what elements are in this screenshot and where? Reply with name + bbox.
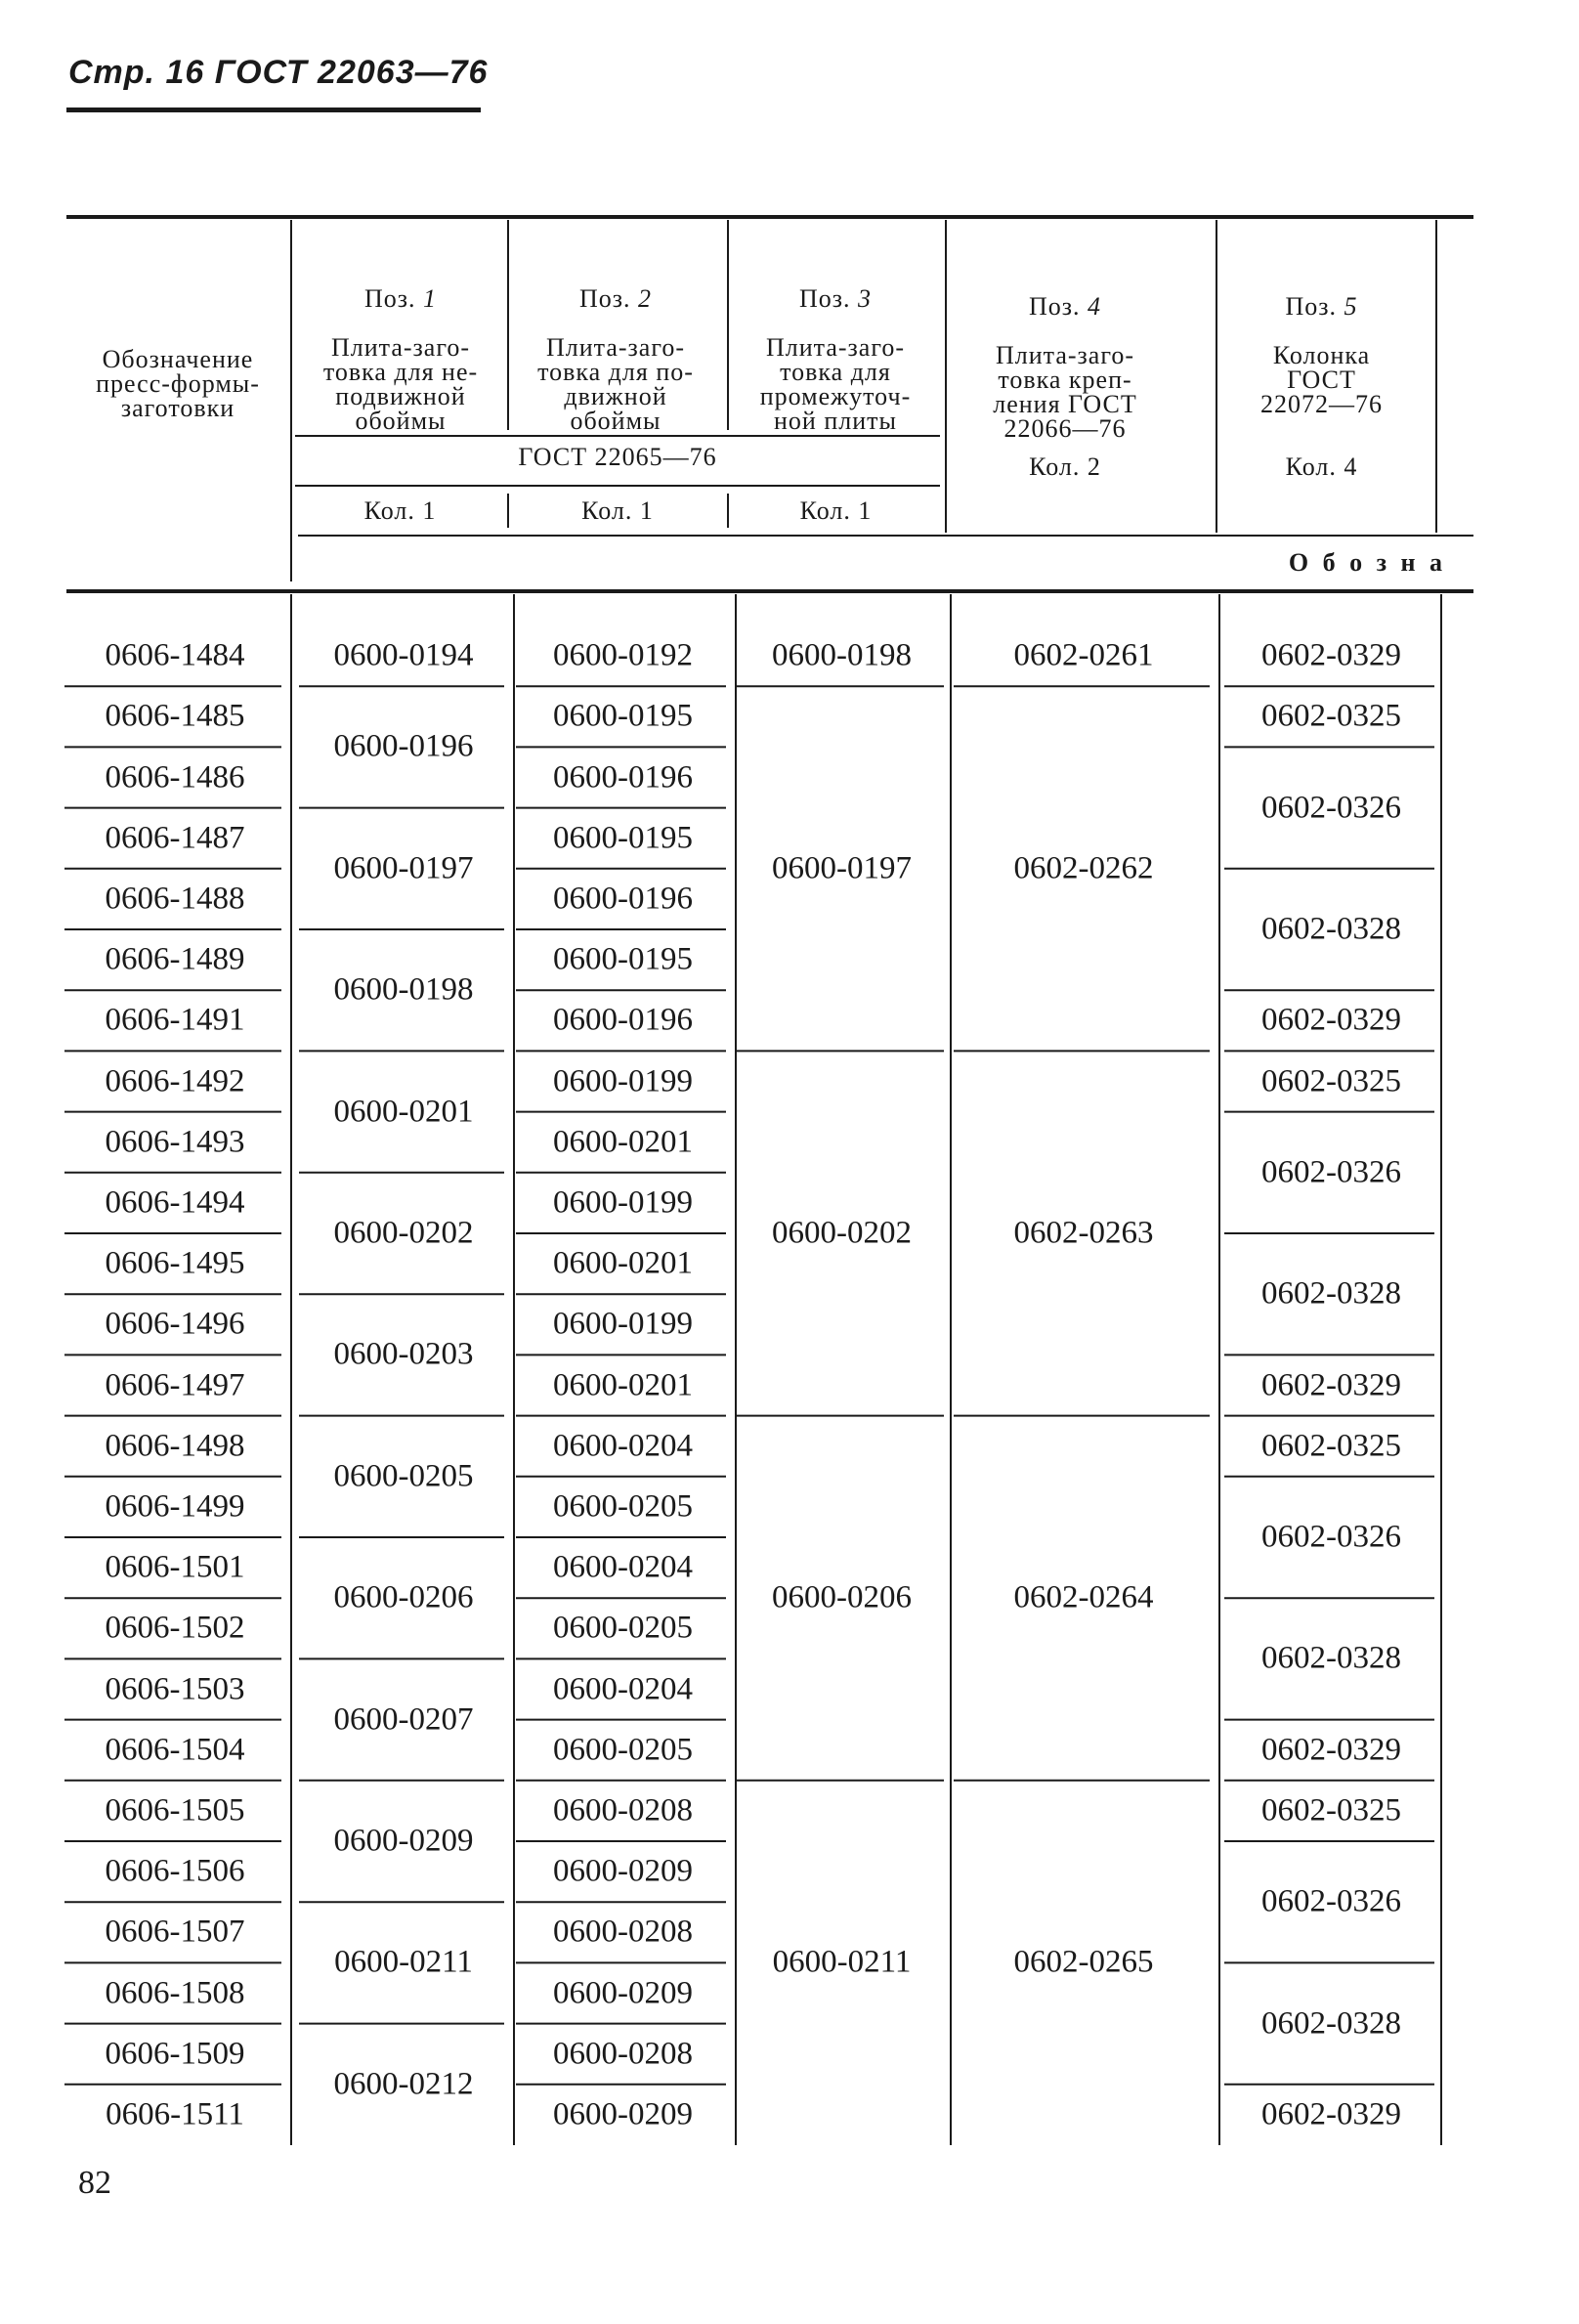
designation-cell: 0606-1493 xyxy=(105,1124,245,1160)
pos2-cell: 0600-0204 xyxy=(553,1671,693,1706)
pos2-cell: 0600-0205 xyxy=(553,1488,693,1525)
pos1-cell: 0600-0205 xyxy=(333,1458,474,1494)
pos2-cell: 0600-0209 xyxy=(553,1853,693,1889)
pos2-cell: 0600-0199 xyxy=(553,1063,693,1098)
pos5-cell: 0602-0326 xyxy=(1261,1519,1401,1555)
pos5-cell: 0602-0326 xyxy=(1261,1883,1401,1919)
page-header: Стр. 16 ГОСТ 22063—76 xyxy=(68,54,489,91)
pos2-cell: 0600-0205 xyxy=(553,1732,693,1768)
pos5-cell: 0602-0329 xyxy=(1261,637,1401,673)
designation-cell: 0606-1489 xyxy=(105,941,245,977)
pos1-cell: 0600-0202 xyxy=(333,1215,474,1251)
designation-cell: 0606-1495 xyxy=(105,1245,245,1281)
pos5-cell: 0602-0329 xyxy=(1261,1002,1401,1038)
pos2-num: 2 xyxy=(638,284,653,313)
pos5-poz: Поз. xyxy=(1285,292,1338,321)
pos2-cell: 0600-0195 xyxy=(553,941,693,977)
pos2-cell: 0600-0204 xyxy=(553,1549,693,1585)
pos5-cell: 0602-0328 xyxy=(1261,1640,1401,1676)
pos3-label: Плита-заго- товка для промежуточ- ной плиты xyxy=(759,333,912,435)
pos1-cell: 0600-0196 xyxy=(333,728,474,764)
gost-span-header: ГОСТ 22065—76 xyxy=(518,443,717,471)
pos3-cell: 0600-0202 xyxy=(772,1215,912,1251)
pos2-cell: 0600-0208 xyxy=(553,1792,693,1829)
col-header-pos2 xyxy=(508,262,723,457)
pos2-cell: 0600-0196 xyxy=(553,881,693,917)
pos5-kol: Кол. 4 xyxy=(1285,452,1358,481)
oboznachenie-partial: О б о з н а xyxy=(1288,548,1446,577)
pos5-cell: 0602-0325 xyxy=(1261,1428,1401,1464)
col-header-designation: Обозначение пресс-формы- заготовки xyxy=(96,345,260,422)
pos5-cell: 0602-0325 xyxy=(1261,698,1401,734)
pos5-cell: 0602-0328 xyxy=(1261,1275,1401,1312)
pos3-cell: 0600-0198 xyxy=(772,637,912,673)
pos1-cell: 0600-0212 xyxy=(333,2066,474,2102)
pos2-cell: 0600-0195 xyxy=(553,820,693,856)
designation-cell: 0606-1496 xyxy=(105,1306,245,1342)
designation-cell: 0606-1503 xyxy=(105,1671,245,1706)
pos2-cell: 0600-0192 xyxy=(553,637,693,673)
pos2-cell: 0600-0209 xyxy=(553,2096,693,2132)
pos2-cell: 0600-0196 xyxy=(553,759,693,795)
page-number: 82 xyxy=(78,2165,111,2201)
designation-cell: 0606-1484 xyxy=(105,637,245,673)
pos2-cell: 0600-0201 xyxy=(553,1367,693,1402)
pos5-cell: 0602-0325 xyxy=(1261,1063,1401,1098)
pos1-num: 1 xyxy=(423,284,438,313)
pos2-kol: Кол. 1 xyxy=(581,496,654,525)
pos1-label: Плита-заго- товка для не- подвижной обоймы xyxy=(322,333,479,435)
pos4-cell: 0602-0265 xyxy=(1013,1944,1154,1980)
col-header-pos4 xyxy=(948,270,1182,465)
pos2-poz: Поз. xyxy=(578,284,631,313)
pos3-poz: Поз. xyxy=(798,284,851,313)
pos4-kol: Кол. 2 xyxy=(1029,452,1101,481)
designation-cell: 0606-1499 xyxy=(105,1488,245,1525)
pos4-cell: 0602-0264 xyxy=(1013,1579,1154,1615)
designation-cell: 0606-1498 xyxy=(105,1428,245,1464)
pos5-cell: 0602-0326 xyxy=(1261,1154,1401,1190)
pos1-cell: 0600-0194 xyxy=(333,637,474,673)
pos3-cell: 0600-0197 xyxy=(772,850,912,886)
pos2-cell: 0600-0196 xyxy=(553,1002,693,1038)
designation-cell: 0606-1504 xyxy=(105,1732,245,1768)
designation-cell: 0606-1505 xyxy=(105,1792,245,1829)
pos1-cell: 0600-0198 xyxy=(333,971,474,1008)
pos1-cell: 0600-0209 xyxy=(333,1823,474,1859)
pos4-cell: 0602-0263 xyxy=(1013,1215,1154,1251)
pos5-cell: 0602-0328 xyxy=(1261,2005,1401,2042)
pos2-cell: 0600-0205 xyxy=(553,1610,693,1646)
pos1-cell: 0600-0211 xyxy=(334,1944,473,1980)
designation-cell: 0606-1509 xyxy=(105,2036,245,2072)
pos4-poz: Поз. xyxy=(1028,292,1081,321)
pos5-label: Колонка ГОСТ 22072—76 xyxy=(1260,341,1383,418)
designation-cell: 0606-1485 xyxy=(105,698,245,734)
pos2-cell: 0600-0208 xyxy=(553,2036,693,2072)
designation-cell: 0606-1491 xyxy=(105,1002,245,1038)
pos5-cell: 0602-0325 xyxy=(1261,1792,1401,1829)
pos2-cell: 0600-0204 xyxy=(553,1428,693,1464)
designation-cell: 0606-1501 xyxy=(105,1549,245,1585)
pos2-cell: 0600-0199 xyxy=(553,1306,693,1342)
pos2-cell: 0600-0201 xyxy=(553,1124,693,1160)
pos2-cell: 0600-0209 xyxy=(553,1975,693,2010)
pos4-label: Плита-заго- товка креп- ления ГОСТ 22066—76 xyxy=(993,341,1137,443)
designation-cell: 0606-1488 xyxy=(105,881,245,917)
pos5-cell: 0602-0326 xyxy=(1261,790,1401,826)
designation-cell: 0606-1511 xyxy=(106,2096,244,2132)
pos1-poz: Поз. xyxy=(363,284,416,313)
designation-cell: 0606-1494 xyxy=(105,1184,245,1221)
pos2-label: Плита-заго- товка для по- движной обоймы xyxy=(537,333,694,435)
designation-cell: 0606-1492 xyxy=(105,1063,245,1098)
pos2-cell: 0600-0195 xyxy=(553,698,693,734)
pos2-cell: 0600-0201 xyxy=(553,1245,693,1281)
pos5-cell: 0602-0329 xyxy=(1261,1367,1401,1402)
pos3-cell: 0600-0206 xyxy=(772,1579,912,1615)
pos3-num: 3 xyxy=(858,284,873,313)
designation-cell: 0606-1506 xyxy=(105,1853,245,1889)
pos5-cell: 0602-0328 xyxy=(1261,911,1401,947)
designation-cell: 0606-1507 xyxy=(105,1914,245,1950)
pos4-cell: 0602-0261 xyxy=(1013,637,1154,673)
pos2-cell: 0600-0208 xyxy=(553,1914,693,1950)
designation-cell: 0606-1497 xyxy=(105,1367,245,1402)
col-header-pos3 xyxy=(728,262,943,457)
pos1-cell: 0600-0201 xyxy=(333,1094,474,1130)
pos3-kol: Кол. 1 xyxy=(799,496,873,525)
designation-cell: 0606-1508 xyxy=(105,1975,245,2010)
pos1-cell: 0600-0206 xyxy=(333,1579,474,1615)
pos5-cell: 0602-0329 xyxy=(1261,2096,1401,2132)
pos5-num: 5 xyxy=(1344,292,1358,321)
pos1-cell: 0600-0207 xyxy=(333,1701,474,1738)
designation-cell: 0606-1502 xyxy=(105,1610,245,1646)
col-header-pos5 xyxy=(1216,270,1427,441)
designation-cell: 0606-1487 xyxy=(105,820,245,856)
pos1-kol: Кол. 1 xyxy=(363,496,437,525)
designation-cell: 0606-1486 xyxy=(105,759,245,795)
pos4-cell: 0602-0262 xyxy=(1013,850,1154,886)
pos2-cell: 0600-0199 xyxy=(553,1184,693,1221)
pos5-cell: 0602-0329 xyxy=(1261,1732,1401,1768)
col-header-pos1 xyxy=(293,262,508,457)
pos1-cell: 0600-0197 xyxy=(333,850,474,886)
pos4-num: 4 xyxy=(1088,292,1102,321)
pos3-cell: 0600-0211 xyxy=(772,1944,912,1980)
pos1-cell: 0600-0203 xyxy=(333,1336,474,1372)
